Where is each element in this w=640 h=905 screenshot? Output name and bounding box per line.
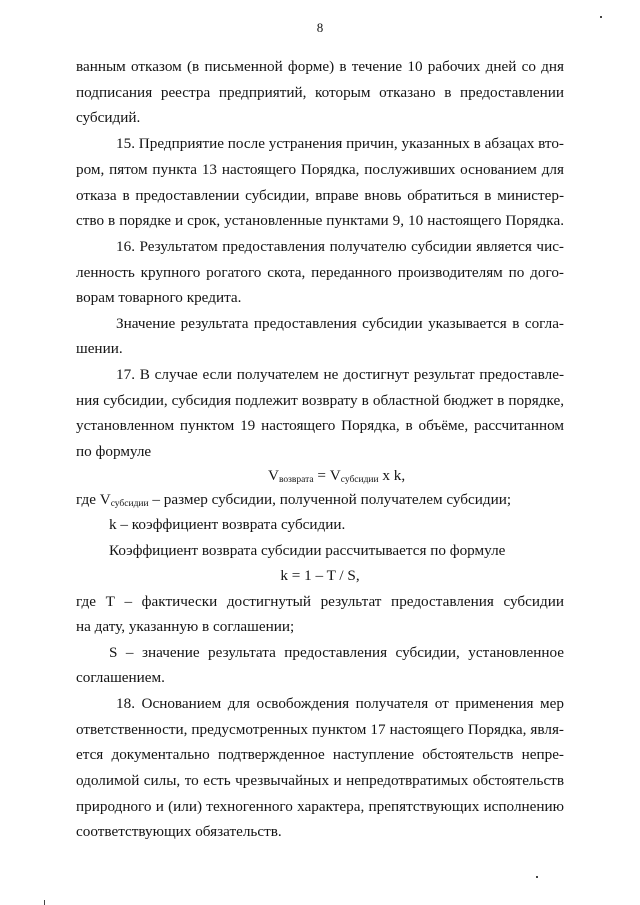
text-line: Значение результата предоставления субсидии указывается в согла- xyxy=(116,315,564,332)
text-line: Коэффициент возврата субсидии рассчитывается по формуле xyxy=(109,542,506,559)
text-line: ство в порядке и срок, установленные пунктами 9, 10 настоящего Порядка. xyxy=(76,212,564,229)
scan-speck xyxy=(536,876,538,878)
text-line: природного и (или) техногенного характера, препятствующих исполнению xyxy=(76,798,564,815)
text-line: по формуле xyxy=(76,443,152,460)
paragraph-16-start: 16. Результатом предоставления получателю субсидии является чис- xyxy=(116,238,564,255)
text-line: k – коэффициент возврата субсидии. xyxy=(109,516,346,533)
paragraph-18-start: 18. Основанием для освобождения получателя от применения мер xyxy=(116,695,564,712)
text-line: S – значение результата предоставления субсидии, установленное xyxy=(109,644,564,661)
scan-edge-mark xyxy=(44,900,45,905)
scan-speck xyxy=(600,16,602,18)
text-line: соответствующих обязательств. xyxy=(76,823,282,840)
paragraph-15-start: 15. Предприятие после устранения причин, указанных в абзацах вто- xyxy=(116,135,564,152)
formula-return-amount: $V_{возврата} = V_{субсидии}$ x k, xyxy=(268,467,406,485)
paragraph-17-start: 17. В случае если получателем не достигнут результат предоставле- xyxy=(116,366,564,383)
formula-coefficient: k = 1 – T / S, xyxy=(280,567,360,584)
text-line: ворам товарного кредита. xyxy=(76,289,242,306)
text-line: ответственности, предусмотренных пунктом 17 настоящего Порядка, явля- xyxy=(76,721,564,738)
page-number: 8 xyxy=(316,20,324,35)
text-line: ром, пятом пункта 13 настоящего Порядка, послуживших основанием для xyxy=(76,161,564,178)
text-line: ется документально подтвержденное наступление обстоятельств непре- xyxy=(76,746,564,763)
text-line: одолимой силы, то есть чрезвычайных и непредотвратимых обстоятельств xyxy=(76,772,564,789)
text-line: ленность крупного рогатого скота, переданного производителям по дого- xyxy=(76,264,564,281)
text-line: субсидий. xyxy=(76,109,141,126)
text-line: где Т – фактически достигнутый результат предоставления субсидии xyxy=(76,593,564,610)
text-line: соглашением. xyxy=(76,669,165,686)
text-line: ванным отказом (в письменной форме) в течение 10 рабочих дней со дня xyxy=(76,58,564,75)
text-line: ния субсидии, субсидия подлежит возврату в областной бюджет в порядке, xyxy=(76,392,564,409)
text-line: подписания реестра предприятий, которым отказано в предоставлении xyxy=(76,84,564,101)
text-line: на дату, указанную в соглашении; xyxy=(76,618,295,635)
formula-definition-line: где $V_{субсидии}$ – размер субсидии, полученной получателем субсидии; xyxy=(76,491,512,509)
text-line: шении. xyxy=(76,340,123,357)
text-line: отказа в предоставлении субсидии, вправе вновь обратиться в министер- xyxy=(76,187,564,204)
text-line: установленном пунктом 19 настоящего Порядка, в объёме, рассчитанном xyxy=(76,417,564,434)
